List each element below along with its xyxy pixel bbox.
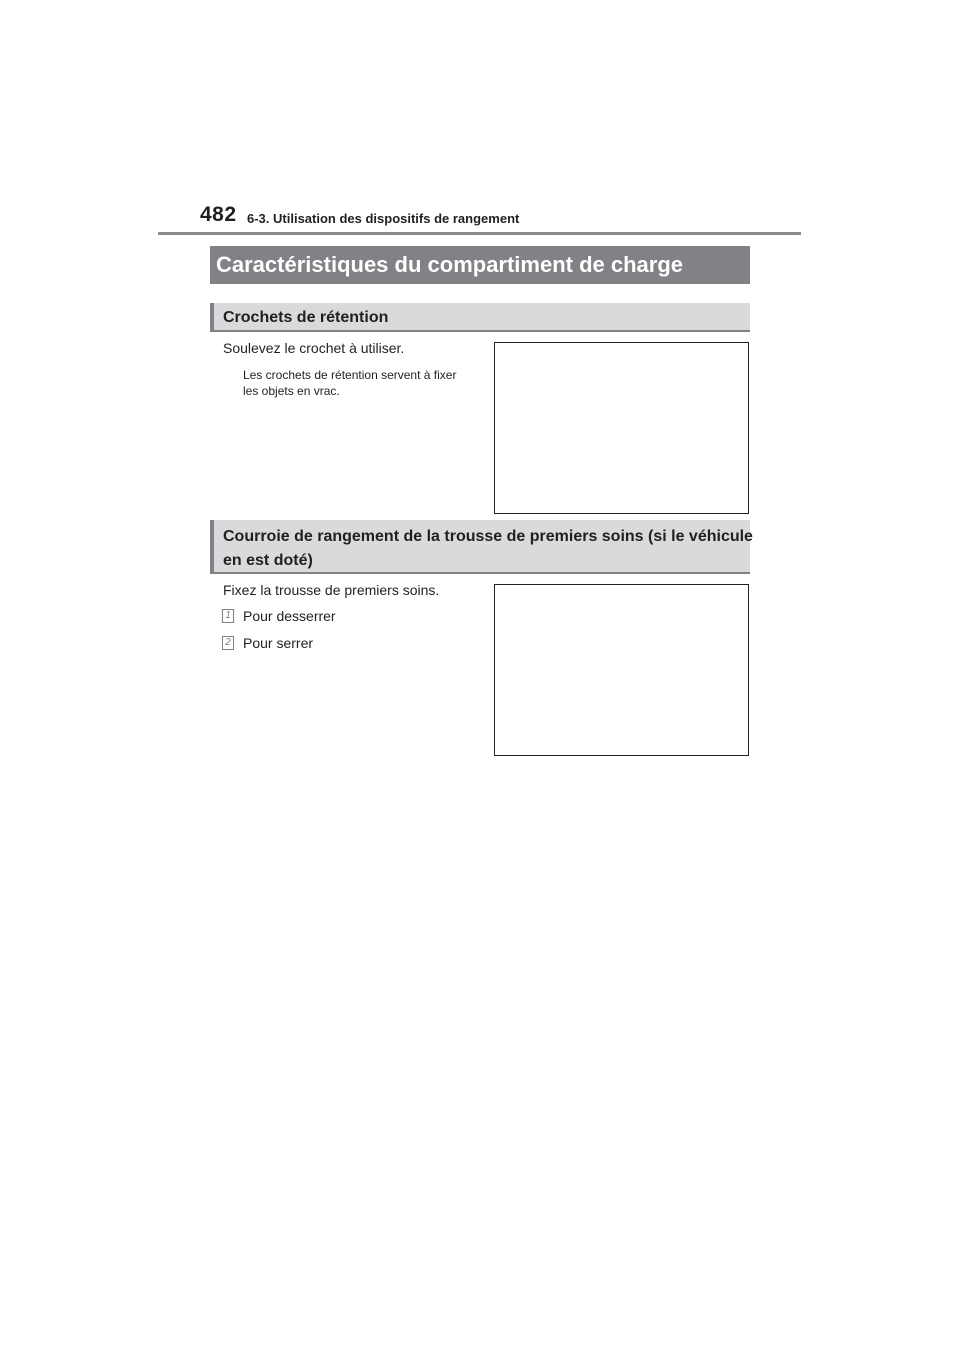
retention-hooks-figure: [494, 342, 749, 514]
step-label-tighten: Pour serrer: [243, 635, 314, 651]
subsection-title: Crochets de rétention: [223, 309, 389, 326]
section-title: Caractéristiques du compartiment de charge: [216, 252, 684, 277]
subsection-header-first-aid-strap: [210, 520, 753, 574]
first-aid-strap-figure: [494, 584, 749, 756]
subsection-title-line: Courroie de rangement de la trousse de premiers soins (si le véhicule: [223, 528, 753, 545]
subsection-header-retention-hooks: [210, 303, 750, 332]
step-label-loosen: Pour desserrer: [243, 608, 336, 624]
header-rule: [158, 232, 801, 235]
note-line: les objets en vrac.: [243, 384, 340, 398]
first-aid-instruction: Fixez la trousse de premiers soins.: [223, 582, 440, 598]
step-badge-1: 1: [222, 609, 234, 623]
running-header: 6-3. Utilisation des dispositifs de rangement: [247, 211, 520, 226]
subsection-title-line: en est doté): [223, 552, 313, 569]
step-badge-2: 2: [222, 636, 234, 650]
note-line: Les crochets de rétention servent à fixer: [243, 368, 457, 382]
retention-hooks-instruction: Soulevez le crochet à utiliser.: [223, 340, 405, 356]
page-number: 482: [200, 203, 237, 226]
retention-hooks-note: [243, 367, 493, 399]
section-title-bar: [210, 246, 750, 284]
